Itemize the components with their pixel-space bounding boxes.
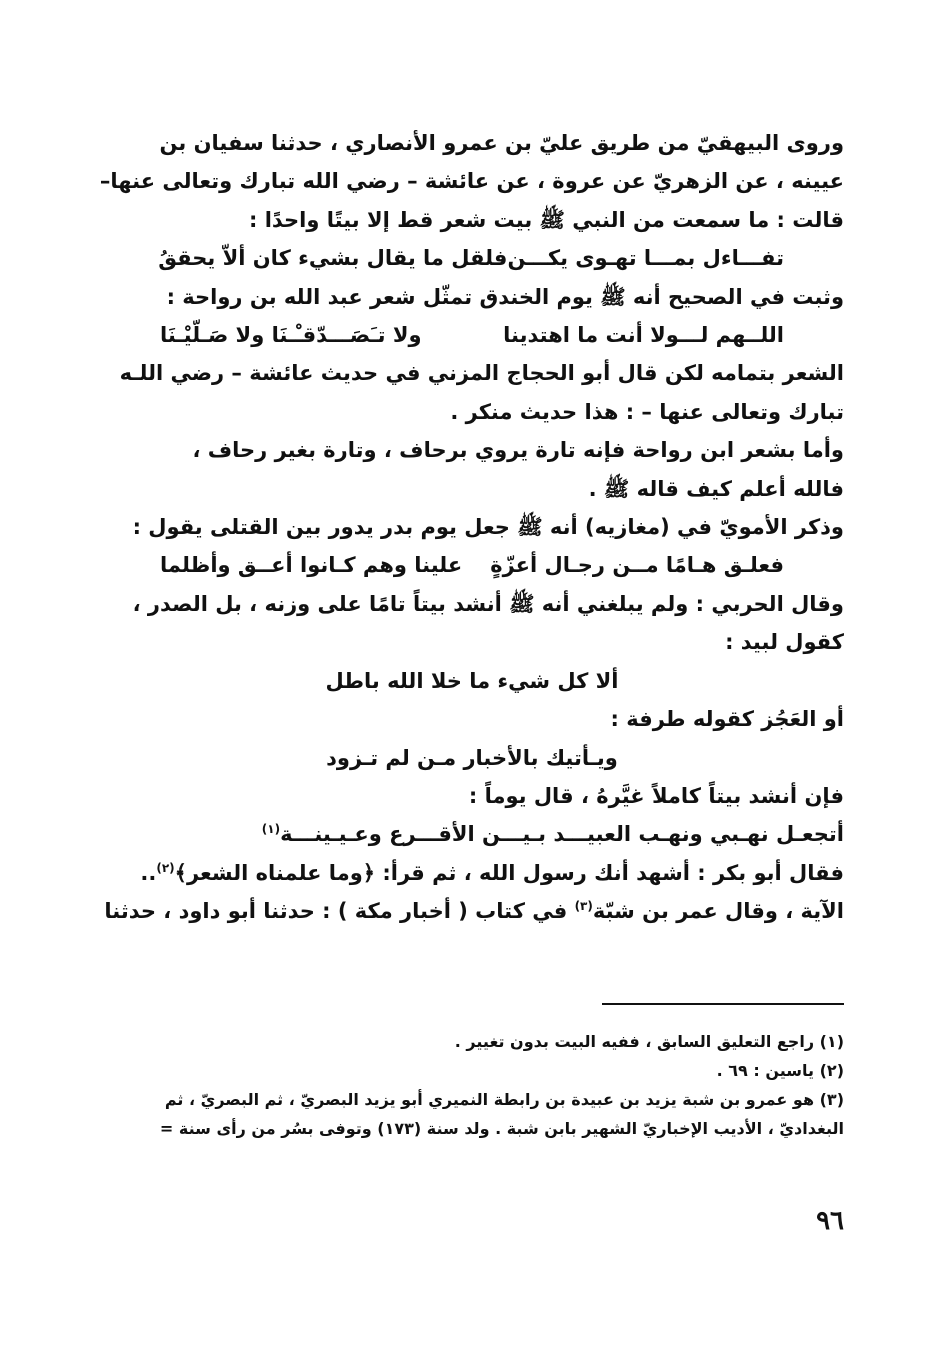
text-segment: .. <box>140 860 157 885</box>
text-line: فالله أعلم كيف قاله ﷺ . <box>588 476 844 501</box>
footnote-ref: (٢) <box>156 860 175 875</box>
text-line: تبارك وتعالى عنها – : هذا حديث منكر . <box>450 399 844 424</box>
verse-second-hemistich: علينا وهم كـانوا أعــق وأظلما <box>160 553 463 578</box>
page-number: ٩٦ <box>816 1206 844 1236</box>
footnote-ref: (١) <box>261 822 281 837</box>
verse-line: ألا كل شيء ما خلا الله باطل <box>325 668 619 693</box>
footnote-separator <box>602 1003 844 1005</box>
footnote: (٢) ياسين : ٦٩ . <box>716 1061 844 1080</box>
text-line: وروى البيهقيّ من طريق عليّ بن عمرو الأنصاري ، حدثنا سفيان بن <box>159 131 844 155</box>
footnotes <box>100 1027 844 1143</box>
main-text <box>100 124 844 931</box>
verse-first-hemistich: فعلـق هـامًا مــن رجـال أعزّةٍ <box>490 553 784 578</box>
footnote-ref: (٣) <box>574 899 593 914</box>
text-line: الشعر بتمامه لكن قال أبو الحجاج المزني في حديث عائشة – رضي اللـه <box>119 361 844 386</box>
text-line <box>100 854 844 892</box>
text-line: كقول لبيد : <box>725 630 844 655</box>
verse-line <box>100 815 844 853</box>
text-segment: في كتاب ( أخبار مكة ) : حدثنا أبو داود ، حدثنا <box>104 899 568 924</box>
footnote: (١) راجع التعليق السابق ، ففيه البيت بدون تغيير . <box>454 1032 844 1051</box>
text-segment: فقال أبو بكر : أشهد أنك رسول الله ، ثم قرأ: ﴿وما علمناه الشعر﴾ <box>174 860 844 885</box>
verse-line: ويـأتيك بالأخبار مـن لم تـزود <box>326 745 618 770</box>
verse-line <box>100 546 844 584</box>
footnote: (٣) هو عمرو بن شبة يزيد بن عبيدة بن رابطة النميري أبو يزيد البصريّ ، ثم البصريّ ، ثم <box>164 1090 844 1109</box>
text-line: أو العَجُز كقوله طرفة : <box>610 707 844 732</box>
text-line: وأما بشعر ابن رواحة فإنه تارة يروي برحاف ، وتارة بغير رحاف ، <box>192 438 844 463</box>
text-line: قالت : ما سمعت من النبي ﷺ بيت شعر قط إلا بيتًا واحدًا : <box>249 207 844 232</box>
text-line: وثبت في الصحيح أنه ﷺ يوم الخندق تمثّل شعر عبد الله بن رواحة : <box>166 284 844 309</box>
text-line: وذكر الأمويّ في (مغازيه) أنه ﷺ جعل يوم بدر يدور بين القتلى يقول : <box>132 515 844 540</box>
text-line: فإن أنشد بيتاً كاملاً غيَّرهُ ، قال يوماً : <box>468 783 844 808</box>
verse-line <box>100 316 844 354</box>
verse-line <box>100 239 844 277</box>
text-line: وقال الحربي : ولم يبلغني أنه ﷺ أنشد بيتاً تامًا على وزنه ، بل الصدر ، <box>132 591 844 616</box>
verse-text: أتجعـل نهـبي ونهـب العبيـــد بـيـــن الأقـــرع وعـيـينـــة <box>280 822 844 847</box>
footnote: البغداديّ ، الأديب الإخباريّ الشهير بابن شبة . ولد سنة (١٧٣) وتوفى بسُر من رأى سنة = <box>159 1119 844 1138</box>
text-line <box>100 892 844 930</box>
verse-first-hemistich: تفـــاءل بمـــا تهـوى يكـــن <box>507 246 784 271</box>
text-segment: الآية ، وقال عمر بن شبّة <box>592 899 844 924</box>
verse-second-hemistich: ولا تـَصَـــدّقـْـنَا ولا صَـلّيْـنَا <box>160 323 422 348</box>
text-line: عيينه ، عن الزهريّ عن عروة ، عن عائشة – رضي الله تبارك وتعالى عنها– <box>100 169 844 194</box>
verse-second-hemistich: فلقل ما يقال بشيء كان ألاّ يحققُ <box>158 246 508 271</box>
verse-first-hemistich: اللــهم لـــولا أنت ما اهتدينا <box>503 323 784 348</box>
